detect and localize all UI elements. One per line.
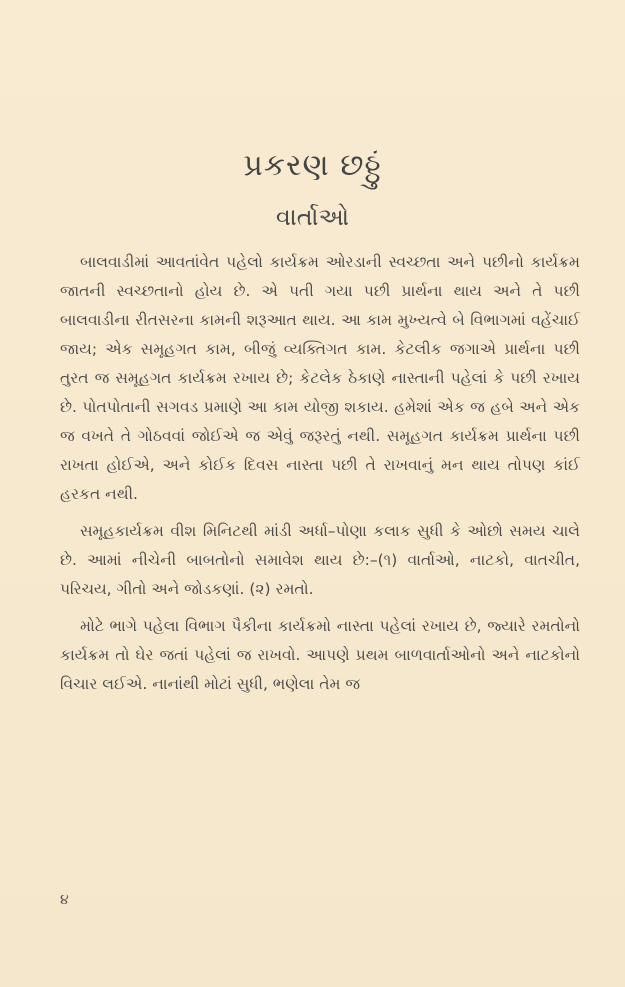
page-number: ૪ [60, 892, 69, 908]
body-text [60, 248, 580, 707]
paragraph: બાલવાડીમાં આવતાંવેત પહેલો કાર્યક્રમ ઓરડાની સ્વચ્છતા અને પછીનો કાર્યક્રમ જાતની સ્વચ્છતાનો હોય છે. એ પતી ગયા પછી પ્રાર્થના થાય અને તે પછી બાલવાડીના રીતસરના કામની શરૂઆત થાય. આ કામ મુખ્યત્વે બે વિભાગમાં વહેંચાઈ જાય; એક સમૂહગત કામ, બીજું વ્યક્તિગત કામ. કેટલીક જગાએ પ્રાર્થના પછી તુરત જ સમૂહગત કાર્યક્રમ રખાય છે; કેટલેક ઠેકાણે નાસ્તાની પહેલાં કે પછી રખાય છે. પોતપોતાની સગવડ પ્રમાણે આ કામ યોજી શકાય. હમેશાં એક જ હબે અને એક જ વખતે તે ગોઠવવાં જોઈએ જ એવું જરૂરતું નથી. સમૂહગત કાર્યક્રમ પ્રાર્થના પછી રાખતા હોઈએ, અને કોઈક દિવસ નાસ્તા પછી તે રાખવાનું મન થાય તોપણ કાંઈ હરકત નથી. [60, 253, 580, 503]
chapter-subtitle: વાર્તાઓ [275, 203, 350, 231]
chapter-title: પ્રકરણ છઠ્ઠું [243, 148, 382, 183]
paragraph: મોટે ભાગે પહેલા વિભાગ પૈકીના કાર્યક્રમો નાસ્તા પહેલાં રખાય છે, જ્યારે રમતોનો કાર્યક્રમ તો ઘેર જતાં પહેલાં જ રાખવો. આપણે પ્રથમ બાળવાર્તાઓનો અને નાટકોનો વિચાર લઈએ. નાનાંથી મોટાં સુધી, ભણેલા તેમ જ [60, 617, 580, 693]
paragraph: સમૂહકાર્યક્રમ વીશ મિનિટથી માંડી અર્ધા–પોણા કલાક સુધી કે ઓછો સમય ચાલે છે. આમાં નીચેની બાબતોનો સમાવેશ થાય છે:–(૧) વાર્તાઓ, નાટકો, વાતચીત, પરિચય, ગીતો અને જોડકણાં. (૨) રમતો. [60, 522, 580, 598]
